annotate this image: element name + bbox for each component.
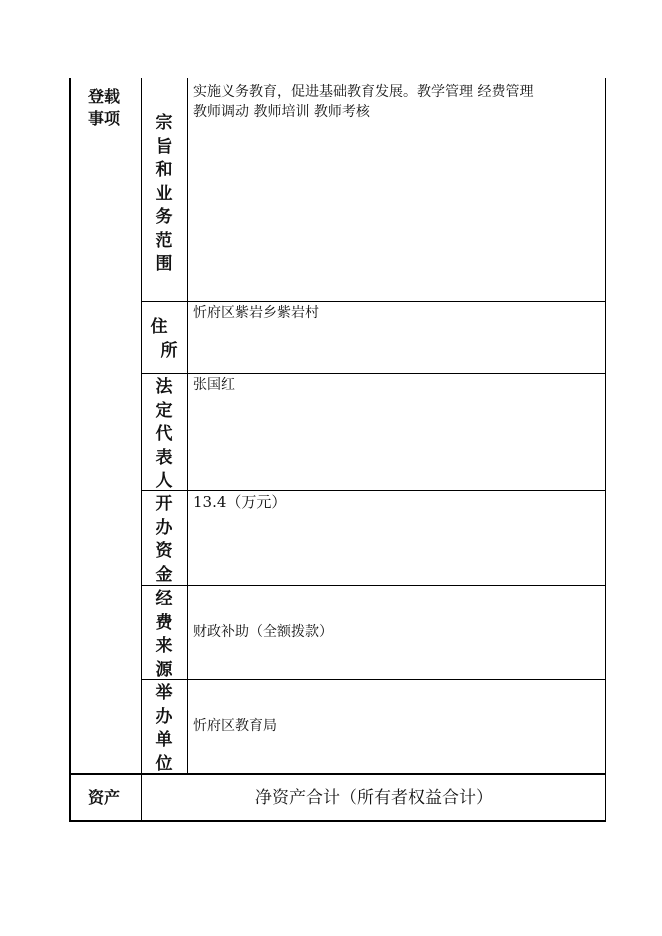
legal-rep-value: 张国红: [193, 377, 235, 393]
col-divider-1: [141, 78, 142, 822]
section-divider: [69, 773, 606, 775]
purpose-label: 宗 旨 和 业 务 范 围: [155, 113, 173, 274]
address-label-2: 所: [160, 341, 178, 361]
row-line-4: [141, 585, 606, 586]
funding-value: 财政补助（全额拨款）: [193, 624, 333, 640]
funding-label: 经 费 来 源: [155, 589, 173, 680]
row-line-5: [141, 679, 606, 680]
capital-label: 开 办 资 金: [155, 494, 173, 585]
registration-section-label: [88, 86, 120, 130]
assets-value: 净资产合计（所有者权益合计）: [255, 788, 493, 808]
registration-label-line1: 登载: [88, 87, 121, 106]
registration-table: [69, 78, 606, 822]
address-value: 忻府区紫岩乡紫岩村: [193, 305, 319, 321]
registration-label-line2: 事项: [88, 109, 121, 128]
address-label: 住: [150, 317, 168, 337]
purpose-value-line2: 教师调动 教师培训 教师考核: [193, 104, 370, 120]
col-divider-2: [187, 78, 188, 774]
assets-section-label: 资产: [88, 788, 121, 807]
organizer-value: 忻府区教育局: [193, 718, 277, 734]
legal-rep-label: 法 定 代 表 人: [155, 377, 173, 491]
row-line-2: [141, 373, 606, 374]
purpose-value-line1: 实施义务教育，促进基础教育发展。教学管理 经费管理: [193, 84, 534, 100]
purpose-value: [193, 82, 601, 122]
row-line-1: [141, 301, 606, 302]
capital-value: 13.4（万元）: [193, 493, 287, 511]
row-line-3: [141, 490, 606, 491]
organizer-label: 举 办 单 位: [155, 683, 173, 774]
